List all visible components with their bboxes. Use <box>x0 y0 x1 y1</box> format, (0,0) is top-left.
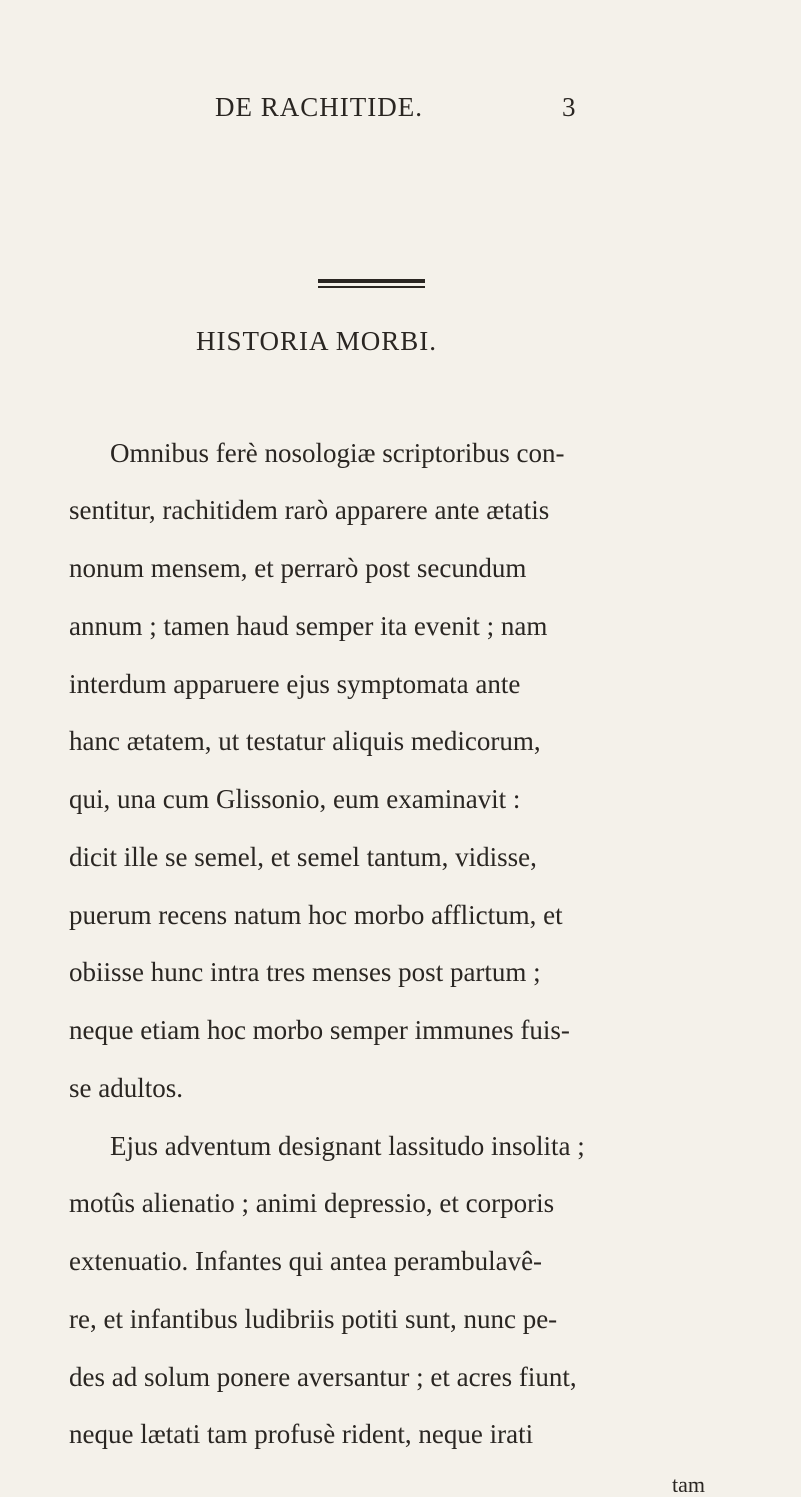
text-line: re, et infantibus ludibriis potiti sunt, nunc pe- <box>69 1304 558 1334</box>
catchword: tam <box>672 1472 705 1497</box>
text-line: sentitur, rachitidem rarò apparere ante ætatis <box>69 495 550 525</box>
text-line: se adultos. <box>69 1073 183 1103</box>
text-line: motûs alienatio ; animi depressio, et corporis <box>69 1188 555 1218</box>
text-line: puerum recens natum hoc morbo afflictum, et <box>69 900 563 930</box>
text-line: obiisse hunc intra tres menses post partum ; <box>69 957 541 987</box>
running-head: DE RACHITIDE. <box>215 92 423 122</box>
text-line: hanc ætatem, ut testatur aliquis medicorum, <box>69 726 541 756</box>
section-title: HISTORIA MORBI. <box>196 326 438 356</box>
text-line: annum ; tamen haud semper ita evenit ; nam <box>69 611 548 641</box>
section-rule <box>318 279 425 289</box>
section-rule-thin <box>318 286 425 288</box>
text-line: extenuatio. Infantes qui antea perambulavê- <box>69 1246 543 1276</box>
text-line: Omnibus ferè nosologiæ scriptoribus con- <box>110 438 565 468</box>
section-rule-thick <box>318 279 425 283</box>
text-line: neque etiam hoc morbo semper immunes fuis- <box>69 1015 570 1045</box>
page-number: 3 <box>562 92 576 122</box>
text-line: interdum apparuere ejus symptomata ante <box>69 669 521 699</box>
text-line: qui, una cum Glissonio, eum examinavit : <box>69 784 521 814</box>
text-line: des ad solum ponere aversantur ; et acres fiunt, <box>69 1362 577 1392</box>
text-line: dicit ille se semel, et semel tantum, vidisse, <box>69 842 537 872</box>
text-line: neque lætati tam profusè rident, neque irati <box>69 1419 534 1449</box>
text-line: Ejus adventum designant lassitudo insolita ; <box>110 1131 585 1161</box>
text-line: nonum mensem, et perrarò post secundum <box>69 553 527 583</box>
